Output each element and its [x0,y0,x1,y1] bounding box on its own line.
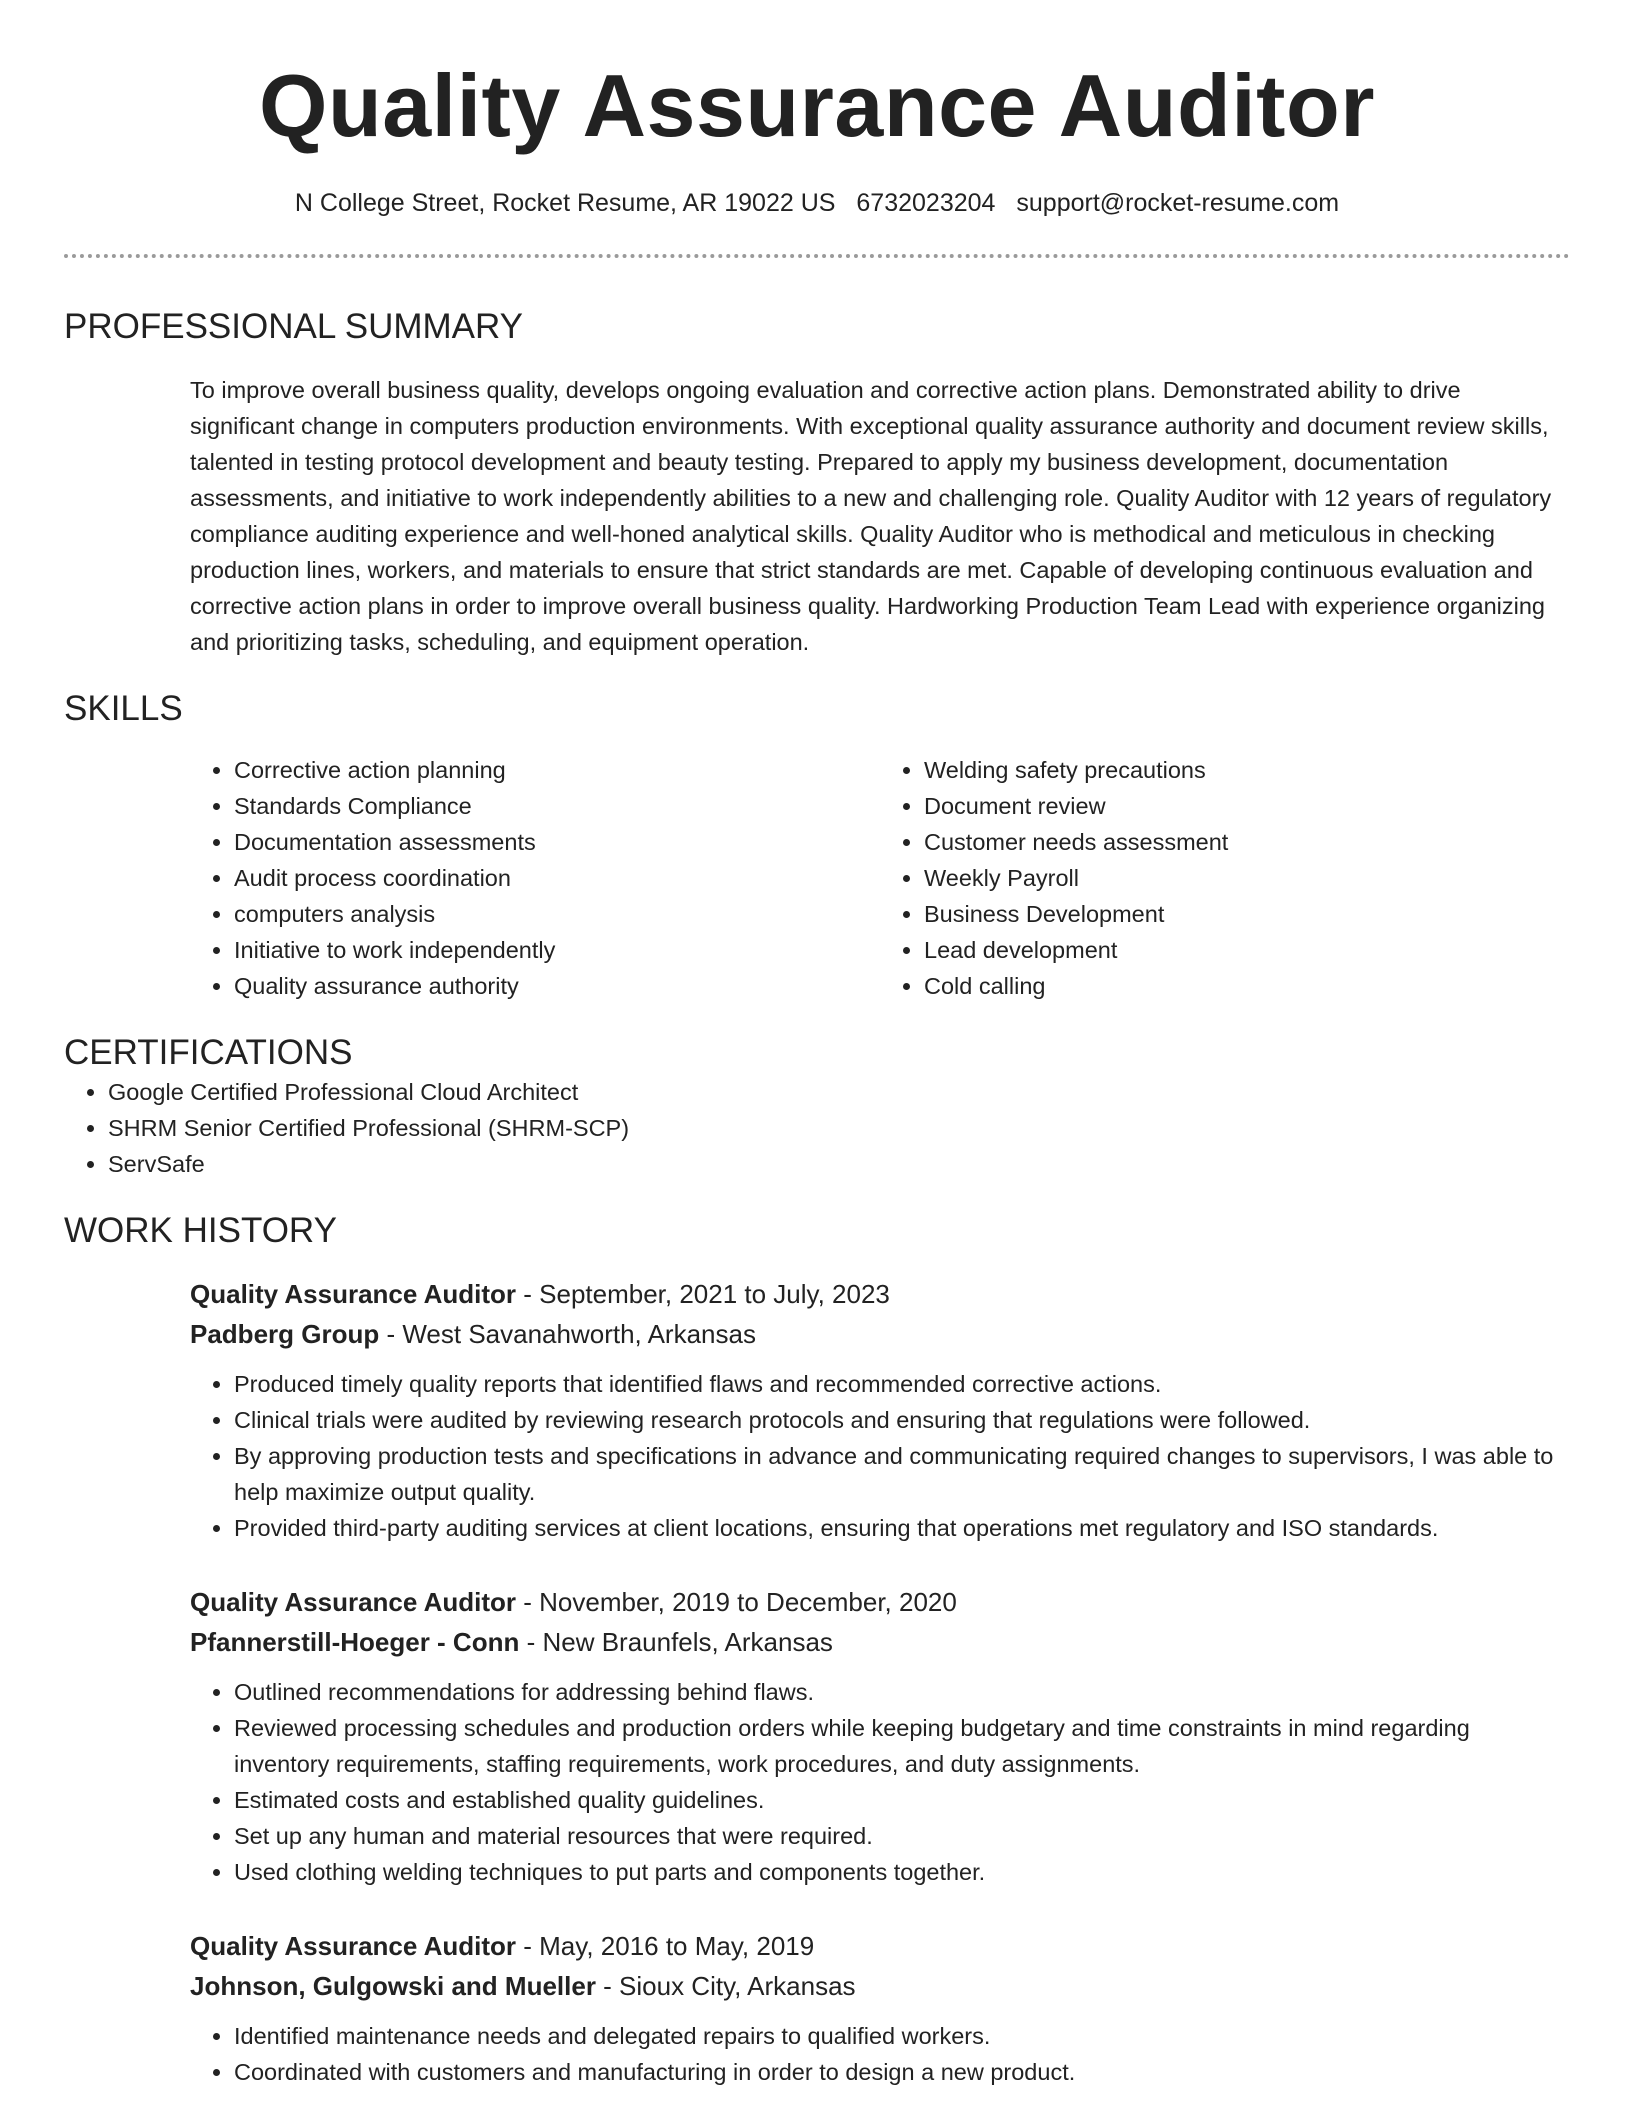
section-professional-summary [64,306,1570,660]
skill-item: • Weekly Payroll [924,860,1570,896]
certifications-list [64,1074,1570,1182]
job-company: Padberg Group [190,1319,380,1349]
section-work-history [64,1210,1570,2090]
contact-phone: 6732023204 [856,189,996,217]
skill-item: • Welding safety precautions [924,752,1570,788]
section-title-summary: PROFESSIONAL SUMMARY [64,307,523,346]
job-dates: - November, 2019 to December, 2020 [516,1587,957,1617]
job-bullet: • Used clothing welding techniques to put parts and components together. [234,1854,1570,1890]
certification-item: • ServSafe [108,1146,1570,1182]
certification-item: • SHRM Senior Certified Professional (SHRM-SCP) [108,1110,1570,1146]
skills-list-left [190,752,880,1004]
job-title-line [190,1274,1570,1314]
section-title-certifications: CERTIFICATIONS [64,1033,353,1072]
skill-item: • computers analysis [234,896,880,932]
job-location: - West Savanahworth, Arkansas [379,1319,756,1349]
skill-item: • Audit process coordination [234,860,880,896]
job-bullet: • Outlined recommendations for addressing behind flaws. [234,1674,1570,1710]
summary-text: To improve overall business quality, develops ongoing evaluation and corrective action plans. Demonstrated ability to drive significant change in computers production environments. With exceptional quality assurance authority and document review skills, talented in testing protocol development and beauty testing. Prepared to apply my business development, documentation assessments, and initiative to work independently abilities to a new and challenging role. Quality Auditor with 12 years of regulatory compliance auditing experience and well-honed analytical skills. Quality Auditor who is methodical and meticulous in checking production lines, workers, and materials to ensure that strict standards are met. Capable of developing continuous evaluation and corrective action plans in order to improve overall business quality. Hardworking Production Team Lead with experience organizing and prioritizing tasks, scheduling, and equipment operation. [190,377,1552,655]
job-company-line [190,1314,1570,1354]
skill-item: • Document review [924,788,1570,824]
job-entry [190,1926,1570,2090]
job-bullet: • By approving production tests and specifications in advance and communicating required changes to supervisors, I was able to help maximize output quality. [234,1438,1570,1510]
section-skills [64,688,1570,1004]
job-role: Quality Assurance Auditor [190,1279,517,1309]
resume-page [64,0,1570,2090]
job-title-line [190,1582,1570,1622]
job-bullet: • Estimated costs and established quality guidelines. [234,1782,1570,1818]
section-title-skills: SKILLS [64,689,183,728]
skills-columns [190,752,1570,1004]
job-company-line [190,1966,1570,2006]
job-bullets [190,1674,1570,1890]
section-title-work-history: WORK HISTORY [64,1211,337,1250]
job-bullet: • Identified maintenance needs and delegated repairs to qualified workers. [234,2018,1570,2054]
skill-item: • Lead development [924,932,1570,968]
job-entry [190,1274,1570,1546]
skill-item: • Standards Compliance [234,788,880,824]
skill-item: • Quality assurance authority [234,968,880,1004]
job-bullet: • Reviewed processing schedules and production orders while keeping budgetary and time constraints in mind regarding inventory requirements, staffing requirements, work procedures, and duty assignments. [234,1710,1570,1782]
skill-item: • Initiative to work independently [234,932,880,968]
skill-item: • Business Development [924,896,1570,932]
job-title-line [190,1926,1570,1966]
contact-line [64,186,1570,220]
header-divider [64,254,1570,258]
job-bullet: • Set up any human and material resources that were required. [234,1818,1570,1854]
certification-item: • Google Certified Professional Cloud Architect [108,1074,1570,1110]
skill-item: • Customer needs assessment [924,824,1570,860]
job-bullet: • Produced timely quality reports that identified flaws and recommended corrective actions. [234,1366,1570,1402]
section-certifications [64,1032,1570,1182]
job-bullet: • Coordinated with customers and manufacturing in order to design a new product. [234,2054,1570,2090]
job-bullets [190,2018,1570,2090]
skill-item: • Corrective action planning [234,752,880,788]
job-company: Johnson, Gulgowski and Mueller [190,1971,596,2001]
job-bullet: • Provided third-party auditing services at client locations, ensuring that operations met regulatory and ISO standards. [234,1510,1570,1546]
contact-address: N College Street, Rocket Resume, AR 19022 US [294,189,836,217]
contact-email: support@rocket-resume.com [1016,189,1340,217]
job-company: Pfannerstill-Hoeger - Conn [190,1627,520,1657]
job-location: - New Braunfels, Arkansas [519,1627,833,1657]
job-entry [190,1582,1570,1890]
job-bullet: • Clinical trials were audited by reviewing research protocols and ensuring that regulations were followed. [234,1402,1570,1438]
resume-name: Quality Assurance Auditor [259,56,1375,155]
job-role: Quality Assurance Auditor [190,1931,517,1961]
job-dates: - May, 2016 to May, 2019 [516,1931,815,1961]
job-dates: - September, 2021 to July, 2023 [516,1279,890,1309]
job-company-line [190,1622,1570,1662]
job-bullets [190,1366,1570,1546]
skills-list-right [880,752,1570,1004]
job-role: Quality Assurance Auditor [190,1587,517,1617]
skill-item: • Documentation assessments [234,824,880,860]
job-location: - Sioux City, Arkansas [595,1971,856,2001]
skill-item: • Cold calling [924,968,1570,1004]
